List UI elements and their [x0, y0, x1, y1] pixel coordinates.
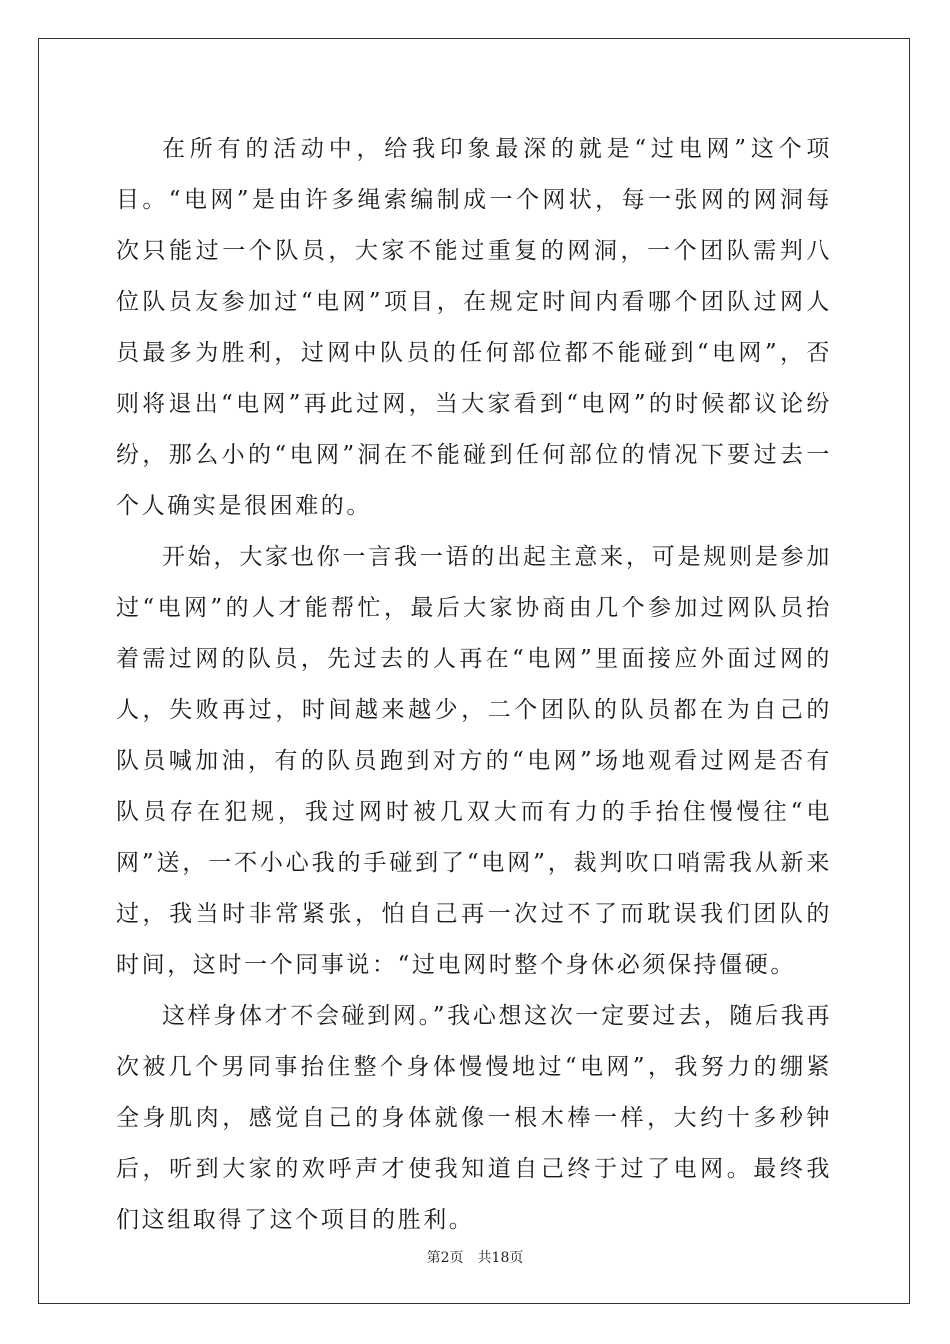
paragraph: 开始，大家也你一言我一语的出起主意来，可是规则是参加过“电网”的人才能帮忙，最后大家协商由几个参加过网队员抬着需过网的队员，先过去的人再在“电网”里面接应外面过网的人，失败再过，时间越来越少，二个团队的队员都在为自己的队员喊加油，有的队员跑到对方的“电网”场地观看过网是否有队员存在犯规，我过网时被几双大而有力的手抬住慢慢往“电网”送，一不小心我的手碰到了“电网”，裁判吹口哨需我从新来过，我当时非常紧张，怕自己再一次过不了而耽误我们团队的时间，这时一个同事说：“过电网时整个身休必须保持僵硬。 [116, 544, 832, 978]
total-pages: 共18页 [477, 1250, 524, 1266]
page-footer [0, 1247, 950, 1267]
paragraph: 这样身体才不会碰到网。”我心想这次一定要过去，随后我再次被几个男同事抬住整个身体慢慢地过“电网”，我努力的绷紧全身肌肉，感觉自己的身体就像一根木棒一样，大约十多秒钟后，听到大家的欢呼声才使我知道自己终于过了电网。最终我们这组取得了这个项目的胜利。 [116, 1003, 832, 1233]
current-page-number: 第2页 [426, 1250, 464, 1266]
document-body [116, 124, 832, 1246]
paragraph: 在所有的活动中，给我印象最深的就是“过电网”这个项目。“电网”是由许多绳索编制成一个网状，每一张网的网洞每次只能过一个队员，大家不能过重复的网洞，一个团队需判八位队员友参加过“电网”项目，在规定时间内看哪个团队过网人员最多为胜利，过网中队员的任何部位都不能碰到“电网”，否则将退出“电网”再此过网，当大家看到“电网”的时候都议论纷纷，那么小的“电网”洞在不能碰到任何部位的情况下要过去一个人确实是很困难的。 [116, 136, 832, 519]
